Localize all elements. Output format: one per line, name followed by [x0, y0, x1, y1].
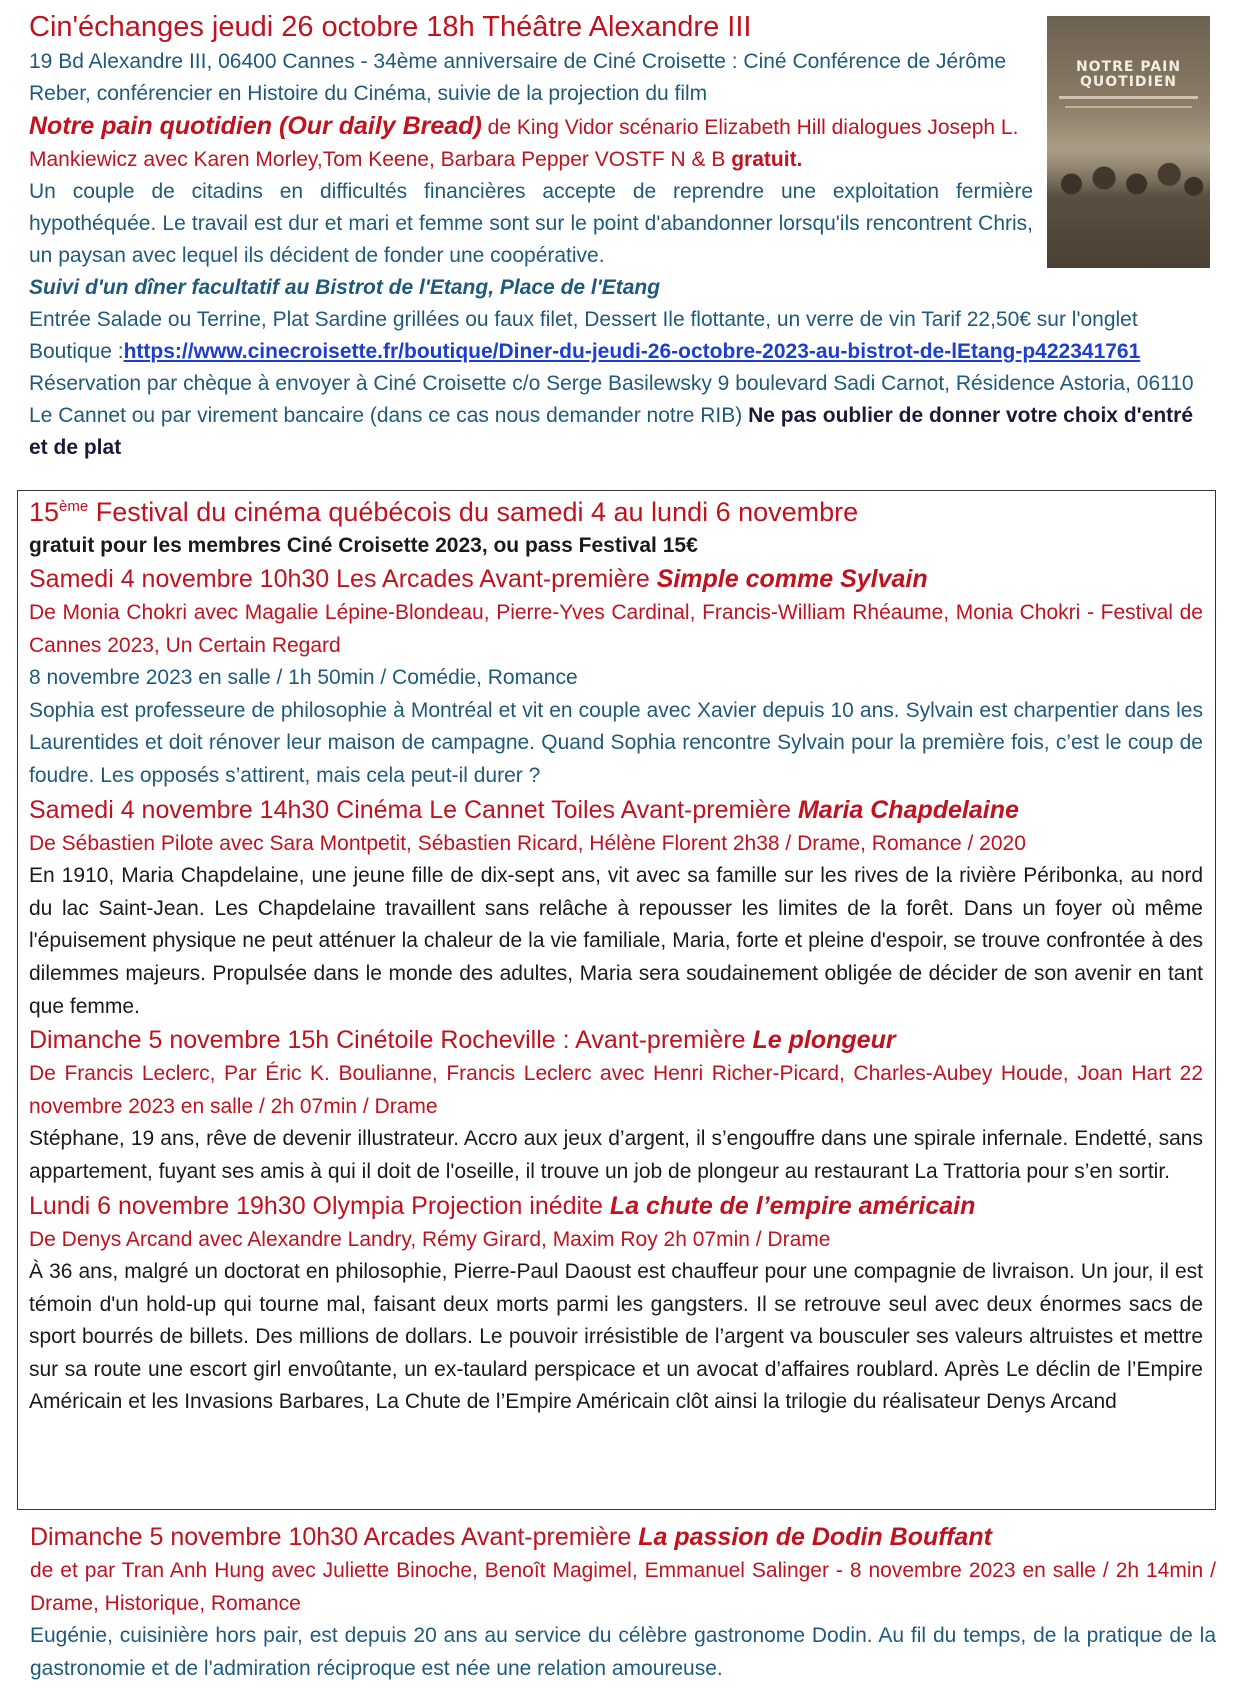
festival-subtitle: gratuit pour les membres Ciné Croisette 2023, ou pass Festival 15€	[29, 534, 698, 557]
film-credits-line	[29, 110, 1033, 176]
dinner-title: Suivi d'un dîner facultatif au Bistrot de l'Etang, Place de l'Etang	[29, 276, 661, 299]
event-film-title: Maria Chapdelaine	[797, 795, 1019, 824]
event-credits: De Francis Leclerc, Par Éric K. Boulianne, Francis Leclerc avec Henri Richer-Picard, Charles-Aubey Houde, Joan Hart 22 novembre 2023 en salle / 2h 07min / Drame	[29, 1062, 1203, 1118]
event-heading: Samedi 4 novembre 10h30 Les Arcades Avant-première Simple comme Sylvain	[29, 565, 928, 593]
event-synopsis: À 36 ans, malgré un doctorat en philosophie, Pierre-Paul Daoust est chauffeur pour une compagnie de livraison. Un jour, il est témoin d'un hold-up qui tourne mal, faisant deux morts parmi les gangsters. Il se retrouve seul avec deux énormes sacs de sport bourrés de billets. Des millions de dollars. Le pouvoir irrésistible de l’argent va bousculer ses valeurs altruistes et mettre sur sa route une escort girl envoûtante, un ex-taulard perspicace et un avocat d’affaires roublard. Après Le déclin de l’Empire Américain et les Invasions Barbares, La Chute de l’Empire Américain clôt ainsi la trilogie du réalisateur Denys Arcand	[29, 1260, 1203, 1414]
film-credits: de King Vidor scénario Elizabeth Hill dialogues Joseph L. Mankiewicz avec Karen Morley,Tom Keene, Barbara Pepper VOSTF N & B	[29, 116, 1019, 171]
event-film-title: La chute de l’empire américain	[609, 1191, 976, 1220]
boutique-link[interactable]: https://www.cinecroisette.fr/boutique/Diner-du-jeudi-26-octobre-2023-au-bistrot-de-lEtang-p422341761	[123, 340, 1141, 363]
reminder-text: Ne pas oublier de donner votre choix d'entré et de plat	[29, 404, 1193, 459]
event-heading: Dimanche 5 novembre 10h30 Arcades Avant-première La passion de Dodin Bouffant	[30, 1523, 992, 1551]
festival-event	[29, 1023, 1203, 1188]
festival-event	[29, 562, 1203, 793]
event-synopsis: En 1910, Maria Chapdelaine, une jeune fille de dix-sept ans, vit avec sa famille sur les rives de la rivière Péribonka, au nord du lac Saint-Jean. Les Chapdelaine travaillent sans relâche à repousser les limites de la forêt. Dans un foyer où même l'épuisement physique ne peut atténuer la chaleur de la vie familiale, Maria, forte et pleine d'espoir, se trouve confrontée à des dilemmes majeurs. Propulsée dans le monde des adultes, Maria sera soudainement obligée de décider de son avenir en tant que femme.	[29, 864, 1203, 1018]
event-credits: De Denys Arcand avec Alexandre Landry, Rémy Girard, Maxim Roy 2h 07min / Drame	[29, 1227, 831, 1251]
event-film-title: Le plongeur	[752, 1026, 896, 1055]
event-heading: Lundi 6 novembre 19h30 Olympia Projection inédite La chute de l’empire américain	[29, 1191, 976, 1220]
reservation-info: Réservation par chèque à envoyer à Ciné Croisette c/o Serge Basilewsky 9 boulevard Sadi Carnot, Résidence Astoria, 06110 Le Cannet ou par virement bancaire (dans ce cas nous demander notre RIB)	[29, 372, 1194, 427]
event-heading: Dimanche 5 novembre 15h Cinétoile Rocheville : Avant-première Le plongeur	[29, 1026, 896, 1055]
festival-event	[29, 1189, 1203, 1420]
event-synopsis: Sophia est professeure de philosophie à Montréal et vit en couple avec Xavier depuis 10 ans. Sylvain est charpentier dans les Laurentides et doit rénover leur maison de campagne. Quand Sophia rencontre Sylvain pour la première fois, c’est le coup de foudre. Les opposés s’attirent, mais cela peut-il durer ?	[29, 698, 1203, 787]
festival-title: 15ème Festival du cinéma québécois du samedi 4 au lundi 6 novembre	[29, 497, 859, 527]
event-heading: Samedi 4 novembre 14h30 Cinéma Le Cannet Toiles Avant-première Maria Chapdelaine	[29, 795, 1019, 824]
poster-crowd-photo	[1047, 148, 1210, 268]
festival-event	[29, 793, 1203, 1024]
event-film-title: La passion de Dodin Bouffant	[638, 1523, 992, 1551]
event-credits: De Monia Chokri avec Magalie Lépine-Blondeau, Pierre-Yves Cardinal, Francis-William Rhéaume, Monia Chokri - Festival de Cannes 2023, Un Certain Regard	[29, 601, 1203, 657]
event-synopsis: Stéphane, 19 ans, rêve de devenir illustrateur. Accro aux jeux d’argent, il s’engouffre dans une spirale infernale. Endetté, sans appartement, fuyant ses amis à qui il doit de l'oseille, il trouve un job de plongeur au restaurant La Trattoria pour s’en sortir.	[29, 1127, 1203, 1183]
cin-echanges-title: Cin'échanges jeudi 26 octobre 18h Théâtre Alexandre III	[29, 11, 752, 43]
event-credits: De Sébastien Pilote avec Sara Montpetit, Sébastien Ricard, Hélène Florent 2h38 / Drame, Romance / 2020	[29, 831, 1026, 855]
poster-title: NOTRE PAIN QUOTIDIEN	[1075, 59, 1182, 90]
event-credits: de et par Tran Anh Hung avec Juliette Binoche, Benoît Magimel, Emmanuel Salinger - 8 novembre 2023 en salle / 2h 14min / Drame, Historique, Romance	[30, 1559, 1216, 1615]
festival-box	[17, 490, 1216, 1510]
film-title: Notre pain quotidien (Our daily Bread)	[29, 112, 482, 140]
event-synopsis: Eugénie, cuisinière hors pair, est depuis 20 ans au service du célèbre gastronome Dodin. Au fil du temps, de la pratique de la gastronomie et de l'admiration réciproque est née une relation amoureuse.	[30, 1624, 1216, 1680]
dodin-bouffant-section	[30, 1520, 1216, 1685]
film-poster-image	[1047, 16, 1210, 268]
event-film-title: Simple comme Sylvain	[656, 565, 928, 593]
dinner-menu: Entrée Salade ou Terrine, Plat Sardine grillées ou faux filet, Dessert Ile flottante, un verre de vin Tarif 22,50€ sur l'onglet Boutique :	[29, 308, 1138, 363]
film-synopsis: Un couple de citadins en difficultés financières accepte de reprendre une exploitation fermière hypothéquée. Le travail est dur et mari et femme sont sur le point d'abandonner lorsqu'ils rencontrent Chris, un paysan avec lequel ils décident de fonder une coopérative.	[29, 180, 1033, 267]
cin-echanges-section	[29, 8, 1215, 464]
free-label: gratuit.	[731, 148, 803, 171]
cin-echanges-intro: 19 Bd Alexandre III, 06400 Cannes - 34ème anniversaire de Ciné Croisette : Ciné Conférence de Jérôme Reber, conférencier en Histoire du Cinéma, suivie de la projection du film	[29, 50, 1007, 105]
dinner-details	[29, 304, 1215, 464]
event-info: 8 novembre 2023 en salle / 1h 50min / Comédie, Romance	[29, 666, 578, 690]
